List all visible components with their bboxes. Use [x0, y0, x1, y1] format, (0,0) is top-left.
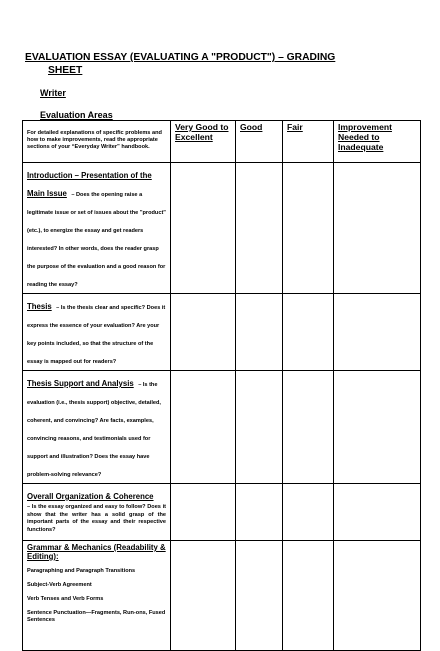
rating-cell-good[interactable]	[236, 371, 283, 484]
criterion-cell	[23, 541, 171, 651]
table-header-row	[23, 121, 421, 163]
criterion-description: – Is the thesis clear and specific? Does it express the essence of your evaluation? Are your key points included, so that the structure of the essay is mapped out for readers?	[27, 305, 166, 365]
header-good: Good	[236, 121, 283, 163]
rating-cell-fair[interactable]	[283, 541, 334, 651]
document-title	[25, 51, 385, 77]
document-title-line1: EVALUATION ESSAY (EVALUATING A "PRODUCT") – GRADING	[25, 52, 336, 63]
criterion-cell	[23, 484, 171, 541]
table-row	[23, 541, 421, 651]
document-title-line2: SHEET	[48, 65, 83, 76]
criterion-cell	[23, 163, 171, 294]
writer-label: Writer	[40, 88, 66, 98]
handbook-note: For detailed explanations of specific problems and how to make improvements, read the appropriate sections of your “Everyday Writer” handbook.	[23, 121, 171, 163]
rating-cell-good[interactable]	[236, 294, 283, 371]
criterion-title: Grammar & Mechanics (Readability & Editing):	[27, 543, 166, 561]
table-row	[23, 163, 421, 294]
rating-cell-good[interactable]	[236, 484, 283, 541]
rating-cell-very-good[interactable]	[171, 163, 236, 294]
grammar-item: Subject-Verb Agreement	[27, 582, 92, 588]
rating-cell-good[interactable]	[236, 541, 283, 651]
criterion-title: Introduction – Presentation of the Main Issue	[27, 171, 152, 198]
table-row	[23, 294, 421, 371]
criterion-title: Thesis Support and Analysis	[27, 379, 134, 388]
rating-cell-very-good[interactable]	[171, 484, 236, 541]
rating-cell-fair[interactable]	[283, 163, 334, 294]
criterion-description: – Is the evaluation (i.e., thesis support) objective, detailed, coherent, and convincing? Are facts, examples, convincing reasons, and testimonials used for support and illustration? Does the essay have problem-solving relevance?	[27, 382, 161, 478]
table-row	[23, 371, 421, 484]
grammar-item: Sentence Punctuation—Fragments, Run-ons, Fused Sentences	[27, 610, 166, 623]
criterion-description: – Does the opening raise a legitimate issue or set of issues about the "product" (etc.), to energize the essay and get readers interested? In other words, does the reader grasp the purpose of the evaluation and a good reason for reading the essay?	[27, 192, 166, 288]
table-row	[23, 484, 421, 541]
criterion-title: Thesis	[27, 302, 52, 311]
rating-cell-improvement[interactable]	[334, 294, 421, 371]
criterion-cell	[23, 371, 171, 484]
rating-cell-very-good[interactable]	[171, 541, 236, 651]
rating-cell-fair[interactable]	[283, 371, 334, 484]
grammar-item: Verb Tenses and Verb Forms	[27, 596, 104, 602]
grading-table	[22, 120, 420, 623]
rating-cell-improvement[interactable]	[334, 371, 421, 484]
criterion-title: Overall Organization & Coherence	[27, 492, 154, 501]
rating-cell-very-good[interactable]	[171, 294, 236, 371]
rating-cell-good[interactable]	[236, 163, 283, 294]
rating-cell-improvement[interactable]	[334, 163, 421, 294]
header-fair: Fair	[283, 121, 334, 163]
rating-cell-fair[interactable]	[283, 484, 334, 541]
grammar-item: Paragraphing and Paragraph Transitions	[27, 568, 136, 574]
header-improvement: Improvement Needed to Inadequate	[334, 121, 421, 163]
rating-cell-improvement[interactable]	[334, 484, 421, 541]
rating-cell-very-good[interactable]	[171, 371, 236, 484]
criterion-cell	[23, 294, 171, 371]
rating-cell-improvement[interactable]	[334, 541, 421, 651]
rating-cell-fair[interactable]	[283, 294, 334, 371]
criterion-description: – Is the essay organized and easy to follow? Does it show that the writer has a solid grasp of the important parts of the essay and their respective functions?	[27, 504, 166, 533]
header-very-good: Very Good to Excellent	[171, 121, 236, 163]
evaluation-areas-label: Evaluation Areas	[40, 110, 113, 120]
